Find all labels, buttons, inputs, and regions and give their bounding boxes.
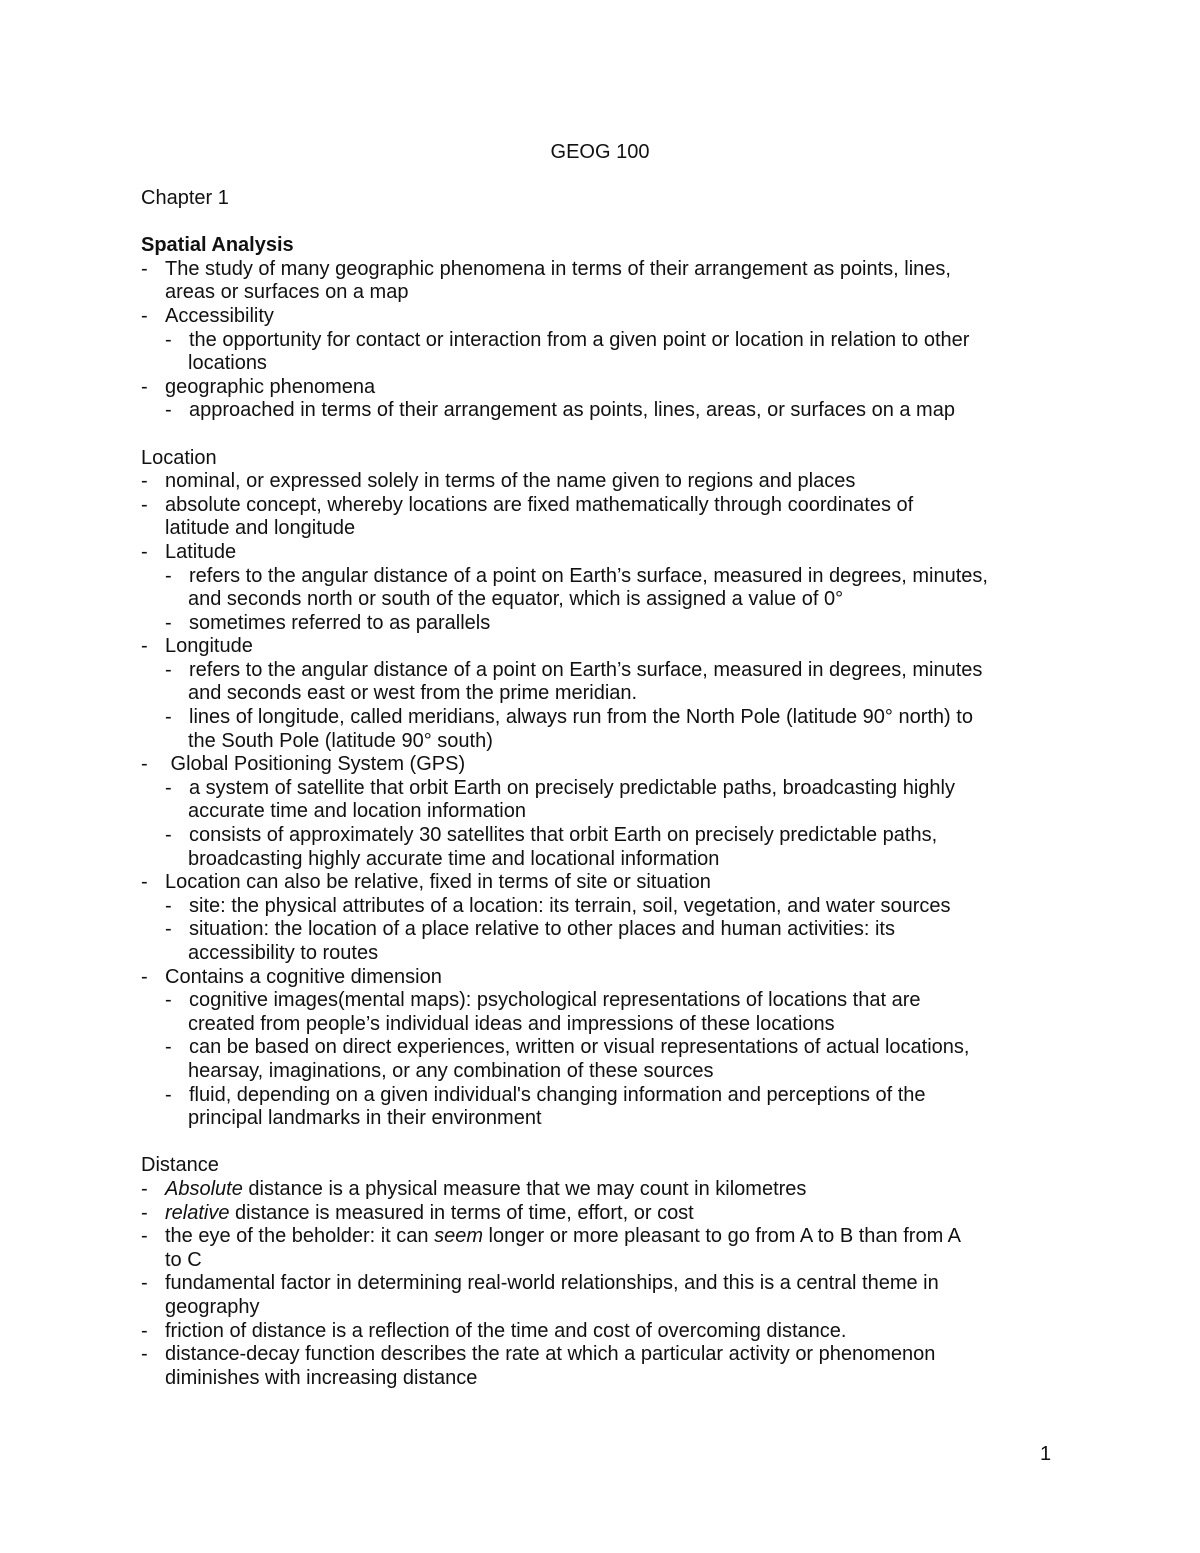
dash-bullet-icon: -: [141, 470, 148, 493]
bullet-text: and seconds north or south of the equator, which is assigned a value of 0°: [188, 588, 844, 611]
bullet-item: [141, 1225, 1071, 1249]
bullet-text: approached in terms of their arrangement as points, lines, areas, or surfaces on a map: [189, 399, 955, 422]
bullet-text: site: the physical attributes of a location: its terrain, soil, vegetation, and water sources: [189, 894, 951, 917]
bullet-text: diminishes with increasing distance: [165, 1366, 478, 1389]
bullet-text: lines of longitude, called meridians, always run from the North Pole (latitude 90° north) to: [189, 706, 973, 729]
document-title: GEOG 100: [550, 141, 650, 163]
bullet-text: distance is a physical measure that we may count in kilometres: [242, 1177, 807, 1200]
bullet-text: fluid, depending on a given individual's changing information and perceptions of the: [189, 1083, 926, 1106]
bullet-item: [141, 494, 1071, 518]
bullet-item: [141, 376, 1071, 400]
bullet-item: [141, 918, 1071, 942]
bullet-item: [141, 1202, 1071, 1226]
bullet-text: friction of distance is a reflection of the time and cost of overcoming distance.: [165, 1319, 847, 1342]
dash-bullet-icon: -: [141, 635, 148, 658]
dash-bullet-icon: -: [165, 658, 172, 681]
italic-text: seem: [434, 1225, 483, 1248]
bullet-item: [141, 895, 1071, 919]
blank-line: [141, 423, 1071, 447]
bullet-text: Latitude: [165, 540, 237, 563]
bullet-text: consists of approximately 30 satellites that orbit Earth on precisely predictable paths,: [189, 824, 938, 847]
bullet-item: [141, 966, 1071, 990]
bullet-continuation: [141, 1367, 1071, 1391]
bullet-item: [141, 541, 1071, 565]
bullet-continuation: [141, 730, 1071, 754]
dash-bullet-icon: -: [165, 776, 172, 799]
bullet-text: Contains a cognitive dimension: [165, 965, 442, 988]
chapter-label: Chapter 1: [141, 187, 229, 209]
page-number: 1: [1040, 1443, 1052, 1465]
dash-bullet-icon: -: [141, 871, 148, 894]
bullet-text: The study of many geographic phenomena in terms of their arrangement as points, lines,: [165, 257, 951, 280]
bullet-item: [141, 706, 1071, 730]
dash-bullet-icon: -: [165, 824, 172, 847]
bullet-text: longer or more pleasant to go from A to B than from A: [482, 1225, 962, 1248]
document-body: [141, 187, 1071, 1390]
bullet-text: broadcasting highly accurate time and locational information: [188, 847, 720, 870]
dash-bullet-icon: -: [141, 753, 148, 776]
dash-bullet-icon: -: [141, 1272, 148, 1295]
dash-bullet-icon: -: [141, 1201, 148, 1224]
bullet-item: [141, 777, 1071, 801]
section-title: [141, 447, 1071, 471]
bullet-item: [141, 565, 1071, 589]
bullet-item: [141, 989, 1071, 1013]
bullet-text: accurate time and location information: [188, 800, 526, 823]
bullet-text: a system of satellite that orbit Earth on precisely predictable paths, broadcasting highly: [189, 776, 955, 799]
bullet-text: refers to the angular distance of a point on Earth’s surface, measured in degrees, minutes: [189, 658, 983, 681]
dash-bullet-icon: -: [165, 564, 172, 587]
dash-bullet-icon: -: [165, 399, 172, 422]
bullet-text: situation: the location of a place relative to other places and human activities: its: [189, 918, 895, 941]
bullet-item: [141, 399, 1071, 423]
bullet-continuation: [141, 1296, 1071, 1320]
bullet-item: [141, 635, 1071, 659]
dash-bullet-icon: -: [141, 304, 148, 327]
bullet-text: areas or surfaces on a map: [165, 281, 409, 304]
dash-bullet-icon: -: [165, 989, 172, 1012]
bullet-continuation: [141, 800, 1071, 824]
bullet-text: cognitive images(mental maps): psychological representations of locations that are: [189, 989, 921, 1012]
bullet-text: principal landmarks in their environment: [188, 1107, 542, 1130]
bullet-item: [141, 1320, 1071, 1344]
notes-list: [141, 234, 1071, 1390]
bullet-text: locations: [188, 352, 267, 375]
bullet-text: the South Pole (latitude 90° south): [188, 729, 493, 752]
bullet-continuation: [141, 848, 1071, 872]
section-title-text: Location: [141, 446, 217, 469]
dash-bullet-icon: -: [141, 1225, 148, 1248]
bullet-item: [141, 1343, 1071, 1367]
bullet-continuation: [141, 281, 1071, 305]
bullet-text: refers to the angular distance of a point on Earth’s surface, measured in degrees, minutes,: [189, 564, 988, 587]
bullet-item: [141, 659, 1071, 683]
section-heading-text: Spatial Analysis: [141, 234, 294, 257]
bullet-text: geography: [165, 1295, 260, 1318]
bullet-text: accessibility to routes: [188, 942, 379, 964]
bullet-text: the opportunity for contact or interaction from a given point or location in relation to other: [189, 328, 970, 351]
bullet-text: the eye of the beholder: it can: [165, 1225, 435, 1248]
italic-text: Absolute: [165, 1177, 243, 1200]
dash-bullet-icon: -: [165, 706, 172, 729]
bullet-text: Accessibility: [165, 304, 274, 327]
section-title-text: Distance: [141, 1154, 219, 1177]
bullet-item: [141, 305, 1071, 329]
bullet-text: created from people’s individual ideas and impressions of these locations: [188, 1012, 835, 1035]
bullet-continuation: [141, 1249, 1071, 1273]
dash-bullet-icon: -: [165, 1083, 172, 1106]
bullet-text: sometimes referred to as parallels: [189, 611, 491, 634]
bullet-continuation: [141, 1107, 1071, 1131]
section-title: [141, 1154, 1071, 1178]
bullet-item: [141, 258, 1071, 282]
bullet-continuation: [141, 517, 1071, 541]
dash-bullet-icon: -: [141, 257, 148, 280]
bullet-continuation: [141, 942, 1071, 966]
bullet-text: to C: [165, 1248, 202, 1271]
bullet-item: [141, 470, 1071, 494]
dash-bullet-icon: -: [141, 1343, 148, 1366]
italic-text: relative: [165, 1201, 230, 1224]
bullet-item: [141, 1272, 1071, 1296]
bullet-item: [141, 1036, 1071, 1060]
dash-bullet-icon: -: [165, 328, 172, 351]
dash-bullet-icon: -: [141, 493, 148, 516]
dash-bullet-icon: -: [141, 1319, 148, 1342]
bullet-item: [141, 1178, 1071, 1202]
bullet-item: [141, 871, 1071, 895]
bullet-continuation: [141, 1060, 1071, 1084]
bullet-item: [141, 1084, 1071, 1108]
bullet-text: hearsay, imaginations, or any combination of these sources: [188, 1059, 714, 1082]
bullet-text: and seconds east or west from the prime meridian.: [188, 682, 638, 705]
bullet-text: can be based on direct experiences, written or visual representations of actual locations,: [189, 1036, 970, 1059]
dash-bullet-icon: -: [165, 611, 172, 634]
bullet-continuation: [141, 352, 1071, 376]
dash-bullet-icon: -: [141, 375, 148, 398]
bullet-continuation: [141, 1013, 1071, 1037]
bullet-text: distance is measured in terms of time, effort, or cost: [229, 1201, 694, 1224]
dash-bullet-icon: -: [141, 540, 148, 563]
section-heading: [141, 234, 1071, 258]
bullet-item: [141, 612, 1071, 636]
bullet-text: distance-decay function describes the rate at which a particular activity or phenomenon: [165, 1343, 936, 1366]
bullet-text: fundamental factor in determining real-world relationships, and this is a central theme in: [165, 1272, 939, 1295]
bullet-continuation: [141, 682, 1071, 706]
blank-line: [141, 1131, 1071, 1155]
dash-bullet-icon: -: [165, 918, 172, 941]
bullet-item: [141, 753, 1071, 777]
dash-bullet-icon: -: [141, 1177, 148, 1200]
bullet-item: [141, 329, 1071, 353]
bullet-text: Longitude: [165, 635, 253, 658]
bullet-item: [141, 824, 1071, 848]
dash-bullet-icon: -: [165, 894, 172, 917]
bullet-text: Global Positioning System (GPS): [165, 753, 466, 776]
bullet-text: absolute concept, whereby locations are fixed mathematically through coordinates of: [165, 493, 914, 516]
bullet-text: latitude and longitude: [165, 517, 356, 540]
bullet-text: nominal, or expressed solely in terms of the name given to regions and places: [165, 470, 856, 493]
bullet-continuation: [141, 588, 1071, 612]
dash-bullet-icon: -: [141, 965, 148, 988]
bullet-text: geographic phenomena: [165, 375, 376, 398]
dash-bullet-icon: -: [165, 1036, 172, 1059]
bullet-text: Location can also be relative, fixed in terms of site or situation: [165, 871, 711, 894]
